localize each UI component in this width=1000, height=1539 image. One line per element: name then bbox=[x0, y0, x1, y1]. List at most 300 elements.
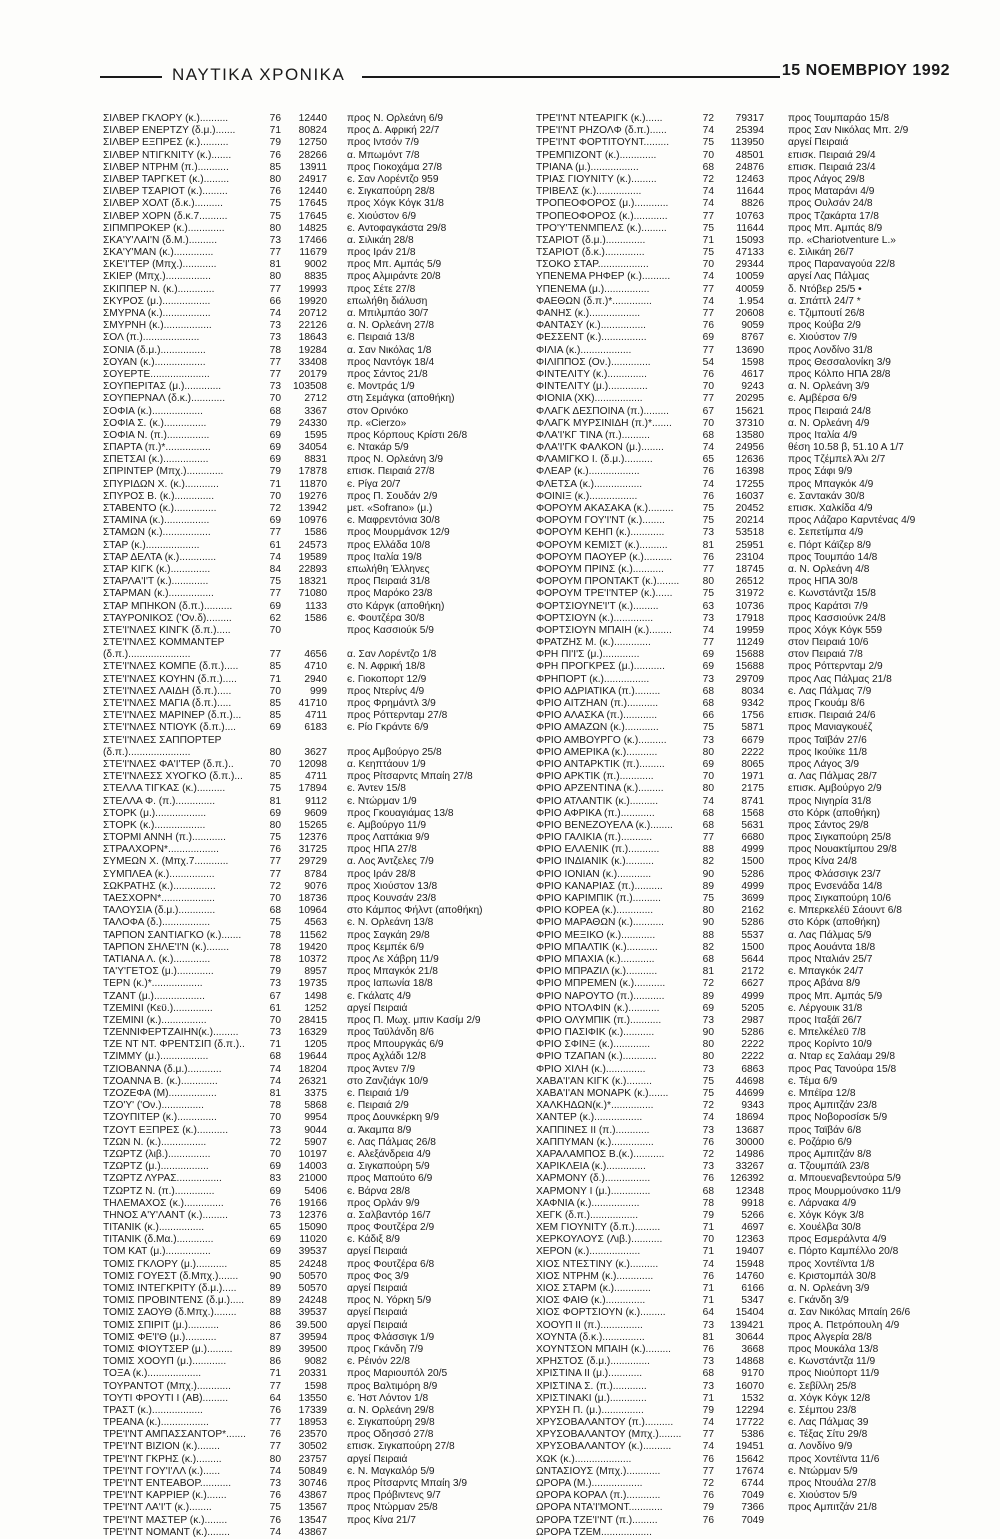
ship-name: (δ.π.)...................... bbox=[103, 649, 191, 661]
ship-status: προς Χόγκ Κόγκ 559 bbox=[788, 624, 883, 636]
ship-status: προς Φουτζέρα 6/8 bbox=[347, 1258, 435, 1270]
ship-entry bbox=[103, 661, 343, 673]
build-year: 72 bbox=[269, 1136, 281, 1148]
tonnage: 9112 bbox=[305, 795, 327, 807]
build-year: 77 bbox=[702, 832, 714, 844]
ship-name: ΣΤΕ'Ι'ΝΛΕΣ ΣΑΠΠΟΡΤΕΡ bbox=[103, 734, 222, 746]
ship-name: ΤΖΩΡΤΖ (λιβ.)............... bbox=[103, 1148, 211, 1160]
ship-status: є. Λας Πάλμας 39 bbox=[788, 1417, 869, 1429]
ship-name: ΣΟΦΙΑ Ν. (π.)............... bbox=[103, 429, 210, 441]
ship-status: προς Αβάνα 8/9 bbox=[788, 978, 861, 990]
ship-status: προς Αμπιτζάν 23/8 bbox=[788, 1100, 877, 1112]
tonnage: 2222 bbox=[741, 746, 764, 758]
ship-name: ΤΟΞΑ (κ.)................... bbox=[103, 1368, 202, 1380]
tonnage: 4656 bbox=[304, 649, 327, 661]
tonnage: 8741 bbox=[741, 795, 764, 807]
ship-name: ΦΡΙΟ ΜΕΞΙΚΟ (κ.)............ bbox=[536, 929, 656, 941]
ship-entry bbox=[103, 942, 343, 954]
build-year: 74 bbox=[702, 295, 714, 307]
ship-name: ΤΑΛΟΥΣΙΑ (δ.μ.)............. bbox=[103, 905, 216, 917]
ship-entry bbox=[103, 759, 343, 771]
ship-status: προς Μπουργκάς 6/9 bbox=[347, 1039, 444, 1051]
ship-entry bbox=[536, 186, 786, 198]
ship-entry bbox=[536, 710, 786, 722]
ship-name: ΤΑΡΠΟΝ ΣΑΝΤΙΑΓΚΟ (κ.)....... bbox=[103, 929, 242, 941]
build-year: 71 bbox=[269, 1039, 281, 1051]
ship-entry bbox=[536, 527, 786, 539]
build-year: 70 bbox=[269, 1148, 281, 1160]
tonnage: 8835 bbox=[304, 271, 327, 283]
build-year: 80 bbox=[702, 905, 714, 917]
ship-status: θέση 10.58 β, 51.10 Α 1/7 bbox=[788, 442, 904, 454]
ship-entry bbox=[103, 832, 343, 844]
ship-entry bbox=[103, 1307, 343, 1319]
ship-entry bbox=[536, 345, 786, 357]
ship-name: ΤΖΕΜΙΝΙ (Κεϋ.).............. bbox=[103, 1002, 213, 1014]
ship-status: προς Παραναγούα 22/8 bbox=[788, 259, 896, 271]
ship-entry bbox=[536, 844, 786, 856]
ship-status: προς Κασσιούνκ 24/8 bbox=[788, 612, 886, 624]
build-year: 73 bbox=[269, 234, 281, 246]
tonnage: 8065 bbox=[741, 758, 764, 770]
tonnage: 15948 bbox=[735, 1258, 764, 1270]
ship-name: ΧΙΟΣ ΝΤΡΗΜ (κ.)............. bbox=[536, 1270, 654, 1282]
ship-status: є. Αμβούργο 11/9 bbox=[347, 819, 427, 831]
ship-status: πρ. «Chariotventure L.» bbox=[788, 234, 896, 246]
build-year: 78 bbox=[269, 953, 281, 965]
tonnage: 3375 bbox=[304, 1088, 327, 1099]
build-year: 76 bbox=[702, 551, 714, 563]
ship-entry bbox=[536, 966, 786, 978]
ship-status: προς Μπ. Αμπάς 5/9 bbox=[347, 259, 442, 271]
ship-name: ΣΥΜΕΩΝ Χ. (Μπχ.7............ bbox=[103, 856, 229, 868]
ship-status: προς Φουτζέρα 2/9 bbox=[347, 1222, 435, 1234]
ship-name: ΤΡΙΑΝΑ (μ.)................. bbox=[536, 161, 639, 173]
ship-entry bbox=[103, 613, 343, 625]
ship-name: ΣΤΑΡ ΔΕΛΤΑ (κ.)............. bbox=[103, 551, 217, 563]
ship-name: ΧΡΙΣΤΙΝΑ ΙΙ (μ.)............ bbox=[536, 1368, 643, 1380]
tonnage: 4999 bbox=[741, 844, 764, 856]
ship-name: ΣΤΑΒΕΝΤΟ (κ.)............... bbox=[103, 503, 217, 514]
ship-entry bbox=[103, 1502, 343, 1514]
ship-entry bbox=[103, 1186, 343, 1198]
ship-status: є. Γκάνδη 3/9 bbox=[788, 1295, 849, 1307]
ship-entry bbox=[536, 564, 786, 576]
ship-entry bbox=[536, 1283, 786, 1295]
ship-name: ΦΟΡΟΥΜ ΚΕΜΙΣΤ (κ.).......... bbox=[536, 539, 668, 551]
build-year: 74 bbox=[269, 1075, 281, 1087]
ship-entry bbox=[103, 1173, 343, 1185]
ship-name: ΤΖΙΜΜΥ (μ.)................. bbox=[103, 1051, 209, 1063]
ship-name: ΣΟΥΕΡΤΕ..................... bbox=[103, 368, 210, 380]
ship-entry bbox=[103, 1283, 343, 1295]
ship-status: προς Κίνα 21/7 bbox=[347, 1514, 416, 1526]
ship-entry bbox=[103, 491, 343, 503]
ship-entry bbox=[103, 527, 343, 539]
build-year: 71 bbox=[702, 1246, 714, 1258]
tonnage: 3627 bbox=[304, 746, 327, 758]
ship-name: ΤΖΩΡΤΖ ΛΥΡΑΣ................ bbox=[103, 1173, 222, 1185]
ship-name: ΦΡΙΟ ΜΑΡΑΘΩΝ (κ.)........... bbox=[536, 917, 664, 929]
ship-entry bbox=[103, 844, 343, 856]
build-year: 74 bbox=[702, 1417, 714, 1429]
ship-name: ΦΛΕΤΣΑ (κ.)................. bbox=[536, 478, 643, 490]
ship-name: ΦΑΕΘΩΝ (δ.π.)*.............. bbox=[536, 295, 652, 307]
ship-status: α. Λας Πάλμας 5/9 bbox=[788, 929, 872, 941]
ship-status: προς Δουνκέρκη 9/9 bbox=[347, 1112, 439, 1124]
tonnage: 33267 bbox=[735, 1161, 764, 1173]
tonnage: 19959 bbox=[735, 624, 764, 636]
ship-entry bbox=[103, 820, 343, 832]
tonnage: 18643 bbox=[298, 332, 327, 344]
ship-entry bbox=[103, 552, 343, 564]
ship-entry bbox=[536, 1112, 786, 1124]
ship-status: α. Νταρ ες Σαλάαμ 29/8 bbox=[788, 1051, 896, 1063]
ship-name: ΣΤΕ'Ι'ΝΛΕΣ ΦΑ'Ι'ΤΕΡ (δ.π.).. bbox=[103, 758, 234, 770]
build-year: 86 bbox=[269, 1356, 281, 1368]
build-year: 73 bbox=[269, 1027, 281, 1039]
tonnage: 24956 bbox=[735, 442, 764, 454]
tonnage: 8784 bbox=[304, 868, 327, 880]
tonnage: 80824 bbox=[298, 125, 327, 137]
build-year: 75 bbox=[702, 588, 714, 600]
build-year: 62 bbox=[269, 612, 281, 624]
ship-entry bbox=[103, 1076, 343, 1088]
build-year: 71 bbox=[269, 125, 281, 137]
build-year: 69 bbox=[269, 1185, 281, 1197]
ship-status: προς Γκουαγιάμας 13/8 bbox=[347, 807, 454, 819]
ship-entry bbox=[103, 808, 343, 820]
ship-name: ΤΑΤΙΑΝΑ Λ. (κ.)............. bbox=[103, 953, 211, 965]
build-year: 66 bbox=[269, 295, 281, 307]
ship-status: προς Ντουάλα 27/8 bbox=[788, 1478, 877, 1489]
tonnage: 2987 bbox=[741, 1014, 764, 1026]
ship-status: є. Σιγκαπούρη 28/8 bbox=[347, 186, 435, 198]
ship-entry bbox=[536, 1100, 786, 1112]
ship-status: є. Αλεξάνδρεια 4/9 bbox=[347, 1148, 431, 1160]
tonnage: 10372 bbox=[298, 953, 327, 965]
ship-entry bbox=[536, 1210, 786, 1222]
ship-entry bbox=[536, 954, 786, 966]
tonnage: 4711 bbox=[305, 710, 327, 722]
build-year: 78 bbox=[269, 929, 281, 941]
ship-name: ΧΑΡΑΛΑΜΠΟΣ Β.(κ.)........... bbox=[536, 1148, 665, 1160]
build-year: 73 bbox=[702, 1124, 714, 1136]
build-year: 86 bbox=[269, 1319, 281, 1331]
ship-entry bbox=[103, 1429, 343, 1441]
build-year: 68 bbox=[702, 1185, 714, 1197]
ship-entry bbox=[536, 613, 786, 625]
ship-status: προς Καράτσι 7/9 bbox=[788, 600, 868, 612]
ship-status: α. Σιλικάη 28/8 bbox=[347, 234, 414, 246]
ship-status: є. Ήστ Λόντον 1/8 bbox=[347, 1392, 429, 1404]
build-year: 73 bbox=[269, 978, 281, 990]
ship-status: α. Τζουμπάϊλ 23/8 bbox=[788, 1161, 870, 1173]
build-year: 78 bbox=[269, 941, 281, 953]
ship-status: επισκ. Σιγκαπούρη 27/8 bbox=[347, 1441, 455, 1453]
ship-status: προς Μπ. Αμπάς 5/9 bbox=[788, 990, 883, 1002]
build-year: 68 bbox=[702, 685, 714, 697]
build-year: 74 bbox=[702, 795, 714, 807]
build-year: 73 bbox=[702, 527, 714, 539]
tonnage: 19735 bbox=[298, 978, 327, 990]
ship-entry bbox=[103, 271, 343, 283]
build-year: 72 bbox=[702, 1100, 714, 1112]
ship-entry bbox=[536, 917, 786, 929]
ship-name: ΧΙΟΣ ΦΑΙΘ (κ.).............. bbox=[536, 1295, 646, 1307]
ship-entry bbox=[103, 454, 343, 466]
ship-status: αργεί Πειραιά bbox=[347, 1307, 408, 1319]
build-year: 75 bbox=[702, 503, 714, 514]
ship-entry bbox=[536, 1149, 786, 1161]
tonnage: 9954 bbox=[304, 1112, 327, 1124]
ship-name: ΦΙΝΤΕΛΙΤΥ (κ.).............. bbox=[536, 368, 647, 380]
ship-name: ΧΑΡΜΟΝΥ Ι (μ.).............. bbox=[536, 1185, 651, 1197]
tonnage: 48501 bbox=[735, 149, 764, 161]
ship-status: προς Κεμπέκ 6/9 bbox=[347, 941, 425, 953]
ship-status: προς Ταϊβάν 27/6 bbox=[788, 734, 867, 746]
ship-status: προς Γκάνδη 7/9 bbox=[347, 1343, 424, 1355]
ship-name: ΣΚΙΕΡ (Μπχ.)................ bbox=[103, 271, 211, 283]
tonnage: 10964 bbox=[298, 905, 327, 917]
build-year: 77 bbox=[702, 637, 714, 649]
ship-status: πρ. «Cierzo» bbox=[347, 417, 407, 429]
ship-status: α. Κεηπτάουν 1/9 bbox=[347, 758, 426, 770]
ship-name: ΣΚΑ'Υ'ΛΑΙ'Ν (δ.Μ.).......... bbox=[103, 234, 218, 246]
tonnage: 5631 bbox=[741, 819, 764, 831]
ship-name: ΦΡΙΟ ΠΑΣΙΦΙΚ (κ.)........... bbox=[536, 1027, 655, 1039]
build-year: 68 bbox=[702, 953, 714, 965]
build-year: 73 bbox=[702, 1063, 714, 1075]
ship-entry bbox=[536, 503, 786, 515]
tonnage: 2712 bbox=[304, 393, 327, 405]
ship-status: α. Σιγκαπούρη 5/9 bbox=[347, 1161, 430, 1173]
ship-name: ΣΤΟΡΚ (κ.).................. bbox=[103, 819, 206, 831]
build-year: 69 bbox=[702, 758, 714, 770]
ship-status: є. Λας Πάλμας 7/9 bbox=[788, 685, 872, 697]
build-year: 79 bbox=[702, 1404, 714, 1416]
ship-status: προς Ταϊβάν 6/8 bbox=[788, 1124, 862, 1136]
tonnage: 14760 bbox=[735, 1270, 764, 1282]
ship-name: ΦΡΙΟ ΑΜΕΡΙΚΑ (κ.)........... bbox=[536, 746, 658, 758]
build-year: 77 bbox=[269, 368, 281, 380]
ship-entry bbox=[103, 1100, 343, 1112]
ship-entry bbox=[536, 271, 786, 283]
ship-name: ΦΙΛΙΠΠΟΣ (Ον.).............. bbox=[536, 356, 651, 368]
ship-status: προς Κούβα 2/9 bbox=[788, 320, 861, 332]
ship-status: προς ΗΠΑ 27/8 bbox=[347, 844, 417, 856]
ship-entry bbox=[536, 1429, 786, 1441]
ship-status: προς Μπαγκόκ 4/9 bbox=[788, 478, 874, 490]
ship-name: ΣΙΛΒΕΡ ΧΟΡΝ (δ.κ.7.......... bbox=[103, 210, 228, 222]
ship-name: ΣΤΕ'Ι'ΝΛΕΣ ΚΙΝΓΚ (δ.π.)..... bbox=[103, 624, 231, 636]
build-year: 85 bbox=[269, 698, 281, 709]
ship-list-column-2 bbox=[536, 113, 786, 1539]
build-year: 74 bbox=[269, 1526, 281, 1538]
ship-entry bbox=[103, 503, 343, 515]
ship-status: προς Δ. Αφρική 22/7 bbox=[347, 125, 440, 137]
build-year: 67 bbox=[702, 405, 714, 417]
tonnage: 1532 bbox=[741, 1392, 764, 1404]
build-year: 80 bbox=[702, 746, 714, 758]
ship-name: ΤΡΕ'Ι'ΝΤ ΛΑ'Ι'Τ (κ.)........ bbox=[103, 1502, 212, 1514]
ship-name: ΣΤΕ'Ι'ΝΛΕΣΣ ΧΥΟΓΚΟ (δ.π.)... bbox=[103, 771, 243, 783]
ship-entry bbox=[103, 186, 343, 198]
ship-status: προς Αλγερία 28/8 bbox=[788, 1331, 872, 1343]
ship-status: αργεί Πειραιά bbox=[347, 1453, 408, 1465]
tonnage: 7049 bbox=[741, 1514, 764, 1526]
tonnage: 16037 bbox=[735, 490, 764, 502]
tonnage: 6744 bbox=[741, 1478, 764, 1489]
ship-name: ΧΑΠΠΙΝΕΣ ΙΙ (π.)............ bbox=[536, 1124, 650, 1136]
tonnage: 28415 bbox=[298, 1014, 327, 1026]
tonnage: 39537 bbox=[298, 1307, 327, 1319]
ship-name: ΤΑΛΟΦΑ (δ.)................. bbox=[103, 917, 211, 929]
ship-entry bbox=[536, 808, 786, 820]
tonnage: 15265 bbox=[298, 819, 327, 831]
build-year: 81 bbox=[702, 966, 714, 978]
tonnage: 50570 bbox=[298, 1283, 327, 1294]
tonnage: 19993 bbox=[298, 283, 327, 295]
build-year: 75 bbox=[269, 783, 281, 795]
tonnage: 12750 bbox=[298, 137, 327, 149]
tonnage: 9170 bbox=[741, 1368, 764, 1380]
ship-entry bbox=[103, 1332, 343, 1344]
ship-entry bbox=[536, 1015, 786, 1027]
build-year: 70 bbox=[269, 490, 281, 502]
tonnage: 19407 bbox=[735, 1246, 764, 1258]
build-year: 77 bbox=[269, 868, 281, 880]
ship-name: ΣΜΥΡΝΑ (κ.)................. bbox=[103, 308, 211, 319]
ship-status: στο Κόρκ (αποθήκη) bbox=[788, 807, 881, 819]
ship-name: ΦΟΡΟΥΜ ΠΡΙΝΣ (κ.)........... bbox=[536, 563, 664, 575]
ship-entry bbox=[103, 869, 343, 881]
ship-entry bbox=[103, 930, 343, 942]
ship-status: προς Ιράν 28/8 bbox=[347, 868, 416, 880]
ship-name: ΤΟΜΙΣ ΣΑΟΥΘ (δ.Μπχ.)........ bbox=[103, 1307, 237, 1319]
ship-entry bbox=[536, 393, 786, 405]
build-year: 89 bbox=[269, 1283, 281, 1294]
tonnage: 24330 bbox=[298, 417, 327, 429]
ship-entry bbox=[103, 893, 343, 905]
tonnage: 12098 bbox=[298, 758, 327, 770]
ship-entry bbox=[536, 796, 786, 808]
ship-name: ΤΡΑΣΤ (κ.).................. bbox=[103, 1404, 203, 1416]
ship-status: προς Λε Χάβρη 11/9 bbox=[347, 953, 439, 965]
ship-name: ΦΡΙΟ ΜΠΡΕΜΕΝ (κ.)........... bbox=[536, 978, 666, 990]
ship-name: ΦΡΙΟ ΝΑΡΟΥΤΟ (π.)........... bbox=[536, 990, 665, 1002]
ship-name: ΦΛΑΜΙΓΚΟ Ι. (δ.μ.).......... bbox=[536, 454, 653, 466]
ship-entry bbox=[103, 1295, 343, 1307]
ship-entry bbox=[536, 491, 786, 503]
build-year: 69 bbox=[702, 649, 714, 661]
ship-entry bbox=[103, 308, 343, 320]
ship-name: ΦΟΡΟΥΜ ΠΡΟΝΤΑΚΤ (κ.)........ bbox=[536, 576, 680, 588]
ship-name: ΤΖΟΥΠΙΤΕΡ (κ.).............. bbox=[103, 1112, 217, 1124]
ship-entry bbox=[536, 454, 786, 466]
ship-name: ΤΖΕΝΝΙΦΕΡΤΖΑΙΗΝ(κ.)......... bbox=[103, 1027, 239, 1039]
ship-entry bbox=[103, 1417, 343, 1429]
ship-status: προς Κουνσάν 23/8 bbox=[347, 893, 437, 904]
build-year: 69 bbox=[269, 1161, 281, 1173]
ship-entry bbox=[536, 905, 786, 917]
ship-status: προς Βαλτιμόρη 8/9 bbox=[347, 1380, 438, 1392]
ship-name: ΣΙΛΒΕΡ ΝΤΙΓΚΝΙΤΥ (κ.)....... bbox=[103, 149, 232, 161]
build-year: 79 bbox=[269, 417, 281, 429]
tonnage: 6627 bbox=[741, 978, 764, 990]
build-year: 70 bbox=[702, 1234, 714, 1246]
build-year: 75 bbox=[269, 210, 281, 222]
ship-entry bbox=[536, 223, 786, 235]
ship-entry bbox=[103, 1137, 343, 1149]
build-year: 89 bbox=[702, 880, 714, 892]
ship-name: ΦΡΙΟ ΑΛΑΣΚΑ (π.)............ bbox=[536, 710, 658, 722]
ship-name: ΦΡΙΟ ΑΜΒΟΥΡΓΟ (κ.).......... bbox=[536, 734, 667, 746]
ship-name: ΧΡΥΣΟΒΑΛΑΝΤΟΥ (π.).......... bbox=[536, 1417, 674, 1429]
tonnage: 6679 bbox=[741, 734, 764, 746]
build-year: 74 bbox=[702, 186, 714, 198]
build-year: 68 bbox=[702, 429, 714, 441]
ship-status: επισκ. Πειραιά 24/6 bbox=[788, 710, 876, 722]
build-year: 68 bbox=[702, 161, 714, 173]
build-year: 75 bbox=[702, 722, 714, 734]
build-year: 90 bbox=[269, 1270, 281, 1282]
ship-name: ΥΠΕΝΕΜΑ (μ.)................ bbox=[536, 283, 650, 295]
tonnage: 8767 bbox=[741, 332, 764, 344]
build-year: 73 bbox=[702, 612, 714, 624]
build-year: 73 bbox=[702, 1319, 714, 1331]
ship-status: є. Ρίο Γκράντε 6/9 bbox=[347, 722, 429, 734]
tonnage: 15404 bbox=[735, 1307, 764, 1319]
build-year: 74 bbox=[702, 125, 714, 137]
ship-entry bbox=[536, 649, 786, 661]
ship-entry bbox=[103, 125, 343, 137]
tonnage: 2172 bbox=[741, 966, 764, 978]
ship-status: є. Χουέλβα 30/8 bbox=[788, 1222, 861, 1234]
build-year: 77 bbox=[702, 308, 714, 319]
ship-status: є. Σεπετίμπα 4/9 bbox=[788, 527, 864, 539]
ship-status: προς Γκουάμ 8/6 bbox=[788, 698, 865, 709]
ship-status: στο Κόρκ (αποθήκη) bbox=[788, 917, 881, 929]
ship-status: προς Μανιαγκουέζ bbox=[788, 722, 873, 734]
ship-entry bbox=[103, 1405, 343, 1417]
build-year: 71 bbox=[702, 1392, 714, 1404]
ship-entry bbox=[103, 991, 343, 1003]
ship-entry bbox=[536, 1051, 786, 1063]
ship-status: προς Φρημάντλ 3/9 bbox=[347, 698, 436, 709]
ship-name: ΣΤΑΡ ΚΙΓΚ (κ.).............. bbox=[103, 563, 211, 575]
tonnage: 14868 bbox=[735, 1356, 764, 1368]
ship-status: є. Σιγκαπούρη 29/8 bbox=[347, 1417, 435, 1429]
tonnage: 5347 bbox=[741, 1295, 764, 1307]
ship-status: προς Νιούπορτ 11/9 bbox=[788, 1368, 880, 1380]
ship-entry bbox=[536, 381, 786, 393]
build-year: 74 bbox=[702, 198, 714, 210]
build-year: 77 bbox=[269, 283, 281, 295]
ship-entry bbox=[103, 881, 343, 893]
tonnage: 17894 bbox=[298, 783, 327, 795]
tonnage: 10736 bbox=[735, 600, 764, 612]
ship-name: ΦΡΗΠΟΡΤ (κ.)................ bbox=[536, 673, 650, 685]
ship-status: є. Σιλικάη 26/7 bbox=[788, 247, 854, 259]
tonnage: 17878 bbox=[298, 466, 327, 478]
build-year: 74 bbox=[269, 1063, 281, 1075]
tonnage: 15642 bbox=[735, 1453, 764, 1465]
tonnage: 50849 bbox=[298, 1465, 327, 1477]
tonnage: 34054 bbox=[298, 442, 327, 454]
build-year: 80 bbox=[269, 173, 281, 185]
ship-status: α. Ν. Ορλεάνη 29/8 bbox=[347, 1404, 435, 1416]
